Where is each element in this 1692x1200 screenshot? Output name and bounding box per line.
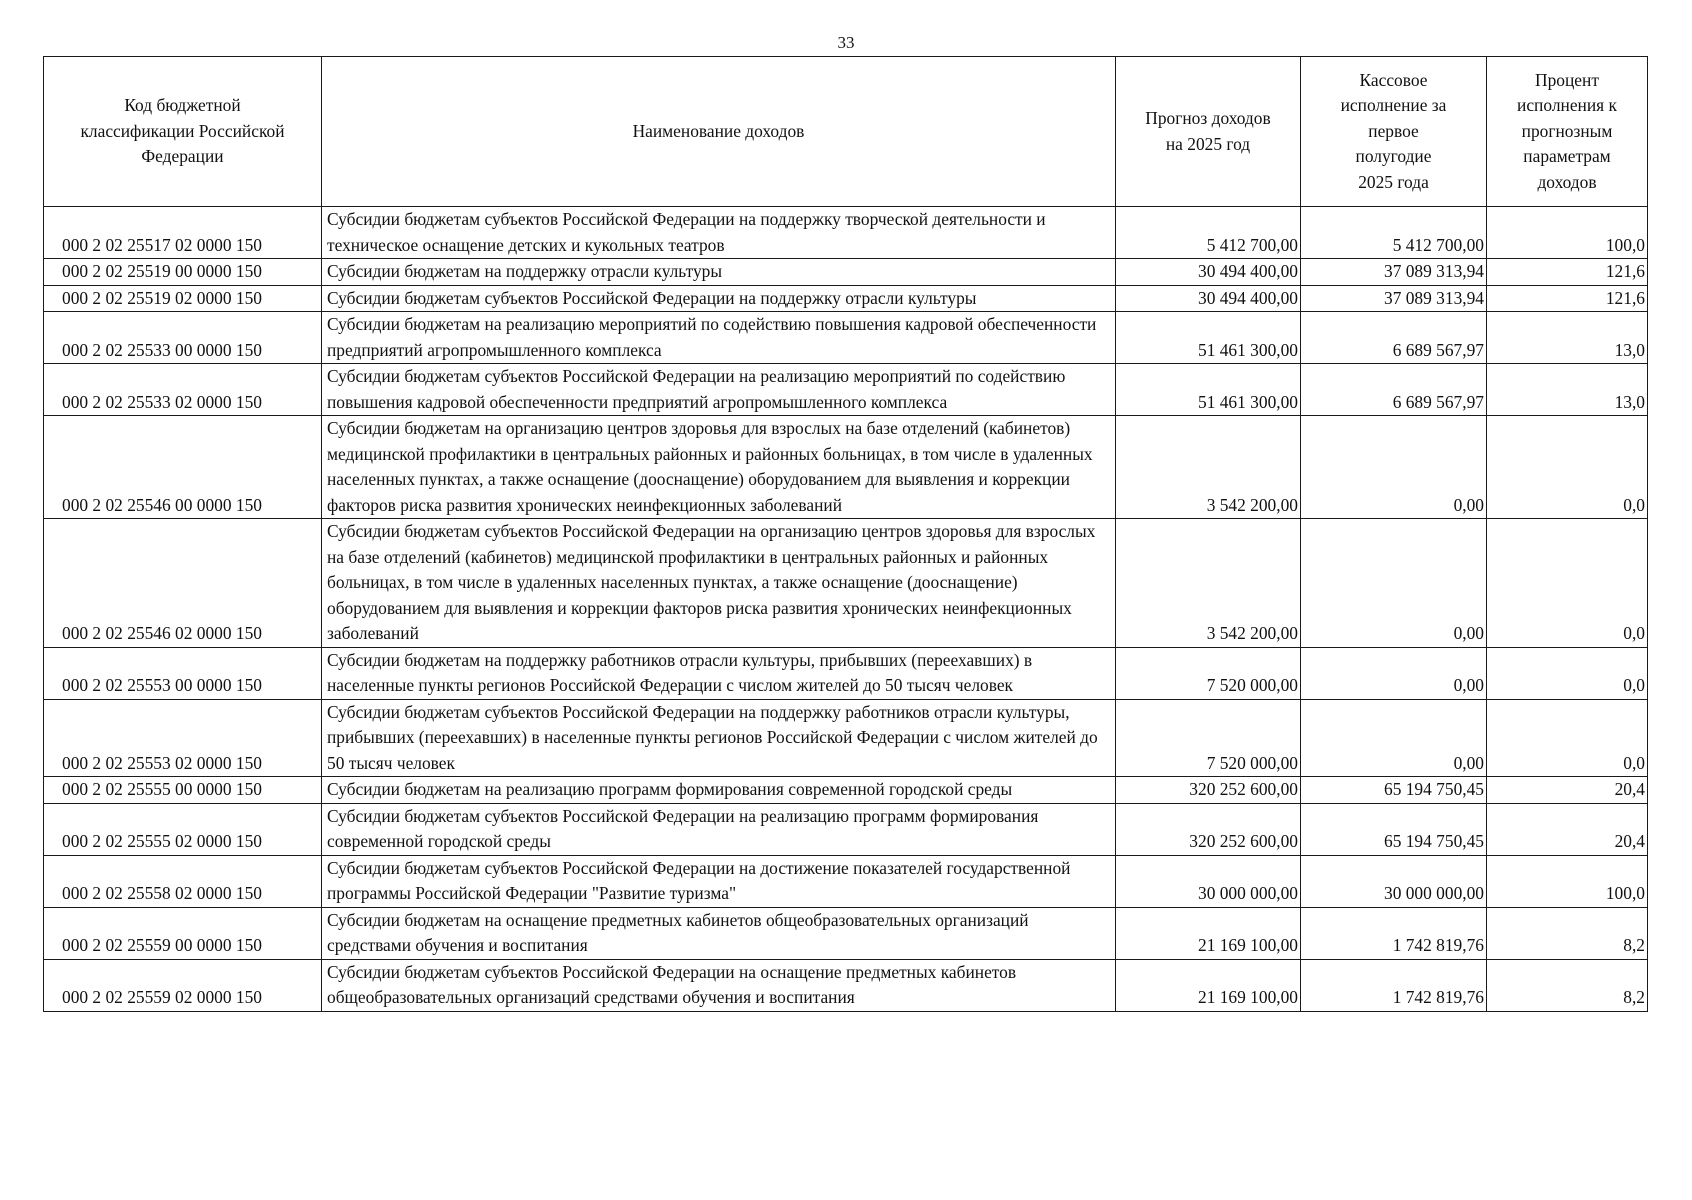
percent-cell: 0,0 [1487, 519, 1648, 648]
revenue-name-cell: Субсидии бюджетам субъектов Российской Федерации на организацию центров здоровья для взрослых на базе отделений (кабинетов) медицинской профилактики в центральных районных и районных больницах, в том числе в удаленных населенных пунктах, а также оснащение (дооснащение) оборудованием для выявления и коррекции факторов риска развития хронических неинфекционных заболеваний [322, 519, 1116, 648]
execution-cell: 1 742 819,76 [1301, 959, 1487, 1011]
table-row [44, 285, 1648, 312]
execution-cell: 65 194 750,45 [1301, 777, 1487, 804]
table-row [44, 777, 1648, 804]
percent-cell: 20,4 [1487, 803, 1648, 855]
table-row [44, 519, 1648, 648]
revenue-name-cell: Субсидии бюджетам субъектов Российской Федерации на реализацию мероприятий по содействию повышения кадровой обеспеченности предприятий агропромышленного комплекса [322, 364, 1116, 416]
forecast-cell: 30 000 000,00 [1116, 855, 1301, 907]
budget-code-cell: 000 2 02 25558 02 0000 150 [44, 855, 322, 907]
table-row [44, 699, 1648, 777]
table-row [44, 364, 1648, 416]
header-revenue-name: Наименование доходов [322, 57, 1116, 207]
budget-code-cell: 000 2 02 25546 02 0000 150 [44, 519, 322, 648]
percent-cell: 121,6 [1487, 285, 1648, 312]
execution-cell: 37 089 313,94 [1301, 285, 1487, 312]
table-body [44, 207, 1648, 1012]
execution-cell: 0,00 [1301, 699, 1487, 777]
revenue-name-cell: Субсидии бюджетам на поддержку отрасли культуры [322, 259, 1116, 286]
revenue-table [43, 56, 1648, 1012]
budget-code-cell: 000 2 02 25555 00 0000 150 [44, 777, 322, 804]
percent-cell: 13,0 [1487, 312, 1648, 364]
table-row [44, 259, 1648, 286]
percent-cell: 121,6 [1487, 259, 1648, 286]
percent-cell: 8,2 [1487, 907, 1648, 959]
percent-cell: 20,4 [1487, 777, 1648, 804]
revenue-name-cell: Субсидии бюджетам субъектов Российской Федерации на реализацию программ формирования современной городской среды [322, 803, 1116, 855]
revenue-name-cell: Субсидии бюджетам субъектов Российской Федерации на оснащение предметных кабинетов общеобразовательных организаций средствами обучения и воспитания [322, 959, 1116, 1011]
execution-cell: 30 000 000,00 [1301, 855, 1487, 907]
percent-cell: 0,0 [1487, 647, 1648, 699]
execution-cell: 65 194 750,45 [1301, 803, 1487, 855]
forecast-cell: 3 542 200,00 [1116, 519, 1301, 648]
execution-cell: 6 689 567,97 [1301, 312, 1487, 364]
forecast-cell: 21 169 100,00 [1116, 959, 1301, 1011]
table-row [44, 207, 1648, 259]
table-row [44, 416, 1648, 519]
execution-cell: 37 089 313,94 [1301, 259, 1487, 286]
revenue-name-cell: Субсидии бюджетам на поддержку работников отрасли культуры, прибывших (переехавших) в населенные пункты регионов Российской Федерации с числом жителей до 50 тысяч человек [322, 647, 1116, 699]
budget-code-cell: 000 2 02 25555 02 0000 150 [44, 803, 322, 855]
percent-cell: 0,0 [1487, 416, 1648, 519]
budget-code-cell: 000 2 02 25517 02 0000 150 [44, 207, 322, 259]
budget-code-cell: 000 2 02 25559 02 0000 150 [44, 959, 322, 1011]
revenue-name-cell: Субсидии бюджетам субъектов Российской Федерации на поддержку работников отрасли культуры, прибывших (переехавших) в населенные пункты регионов Российской Федерации с числом жителей до 50 тысяч человек [322, 699, 1116, 777]
header-percent: Процент исполнения к прогнозным параметрам доходов [1487, 57, 1648, 207]
percent-cell: 100,0 [1487, 207, 1648, 259]
table-header-row [44, 57, 1648, 207]
budget-code-cell: 000 2 02 25533 00 0000 150 [44, 312, 322, 364]
revenue-name-cell: Субсидии бюджетам на реализацию программ формирования современной городской среды [322, 777, 1116, 804]
execution-cell: 1 742 819,76 [1301, 907, 1487, 959]
table-row [44, 855, 1648, 907]
table-row [44, 312, 1648, 364]
forecast-cell: 7 520 000,00 [1116, 699, 1301, 777]
forecast-cell: 51 461 300,00 [1116, 364, 1301, 416]
page-number: 33 [837, 33, 855, 52]
execution-cell: 6 689 567,97 [1301, 364, 1487, 416]
table-row [44, 907, 1648, 959]
forecast-cell: 3 542 200,00 [1116, 416, 1301, 519]
revenue-name-cell: Субсидии бюджетам на оснащение предметных кабинетов общеобразовательных организаций средствами обучения и воспитания [322, 907, 1116, 959]
execution-cell: 0,00 [1301, 519, 1487, 648]
percent-cell: 100,0 [1487, 855, 1648, 907]
header-budget-code: Код бюджетной классификации Российской Федерации [44, 57, 322, 207]
budget-code-cell: 000 2 02 25546 00 0000 150 [44, 416, 322, 519]
forecast-cell: 51 461 300,00 [1116, 312, 1301, 364]
percent-cell: 13,0 [1487, 364, 1648, 416]
revenue-name-cell: Субсидии бюджетам на организацию центров здоровья для взрослых на базе отделений (кабинетов) медицинской профилактики в центральных районных и районных больницах, в том числе в удаленных населенных пунктах, а также оснащение (дооснащение) оборудованием для выявления и коррекции факторов риска развития хронических неинфекционных заболеваний [322, 416, 1116, 519]
header-forecast: Прогноз доходов на 2025 год [1116, 57, 1301, 207]
budget-code-cell: 000 2 02 25553 00 0000 150 [44, 647, 322, 699]
revenue-name-cell: Субсидии бюджетам на реализацию мероприятий по содействию повышения кадровой обеспеченности предприятий агропромышленного комплекса [322, 312, 1116, 364]
budget-code-cell: 000 2 02 25533 02 0000 150 [44, 364, 322, 416]
execution-cell: 0,00 [1301, 647, 1487, 699]
revenue-name-cell: Субсидии бюджетам субъектов Российской Федерации на достижение показателей государственной программы Российской Федерации "Развитие туризма" [322, 855, 1116, 907]
forecast-cell: 30 494 400,00 [1116, 285, 1301, 312]
execution-cell: 5 412 700,00 [1301, 207, 1487, 259]
percent-cell: 0,0 [1487, 699, 1648, 777]
table-row [44, 803, 1648, 855]
forecast-cell: 7 520 000,00 [1116, 647, 1301, 699]
header-execution: Кассовое исполнение за первое полугодие 2025 года [1301, 57, 1487, 207]
percent-cell: 8,2 [1487, 959, 1648, 1011]
execution-cell: 0,00 [1301, 416, 1487, 519]
budget-code-cell: 000 2 02 25519 00 0000 150 [44, 259, 322, 286]
budget-code-cell: 000 2 02 25553 02 0000 150 [44, 699, 322, 777]
table-row [44, 647, 1648, 699]
budget-code-cell: 000 2 02 25559 00 0000 150 [44, 907, 322, 959]
forecast-cell: 21 169 100,00 [1116, 907, 1301, 959]
table-row [44, 959, 1648, 1011]
budget-code-cell: 000 2 02 25519 02 0000 150 [44, 285, 322, 312]
forecast-cell: 30 494 400,00 [1116, 259, 1301, 286]
forecast-cell: 320 252 600,00 [1116, 803, 1301, 855]
revenue-name-cell: Субсидии бюджетам субъектов Российской Федерации на поддержку творческой деятельности и техническое оснащение детских и кукольных театров [322, 207, 1116, 259]
forecast-cell: 320 252 600,00 [1116, 777, 1301, 804]
revenue-name-cell: Субсидии бюджетам субъектов Российской Федерации на поддержку отрасли культуры [322, 285, 1116, 312]
forecast-cell: 5 412 700,00 [1116, 207, 1301, 259]
